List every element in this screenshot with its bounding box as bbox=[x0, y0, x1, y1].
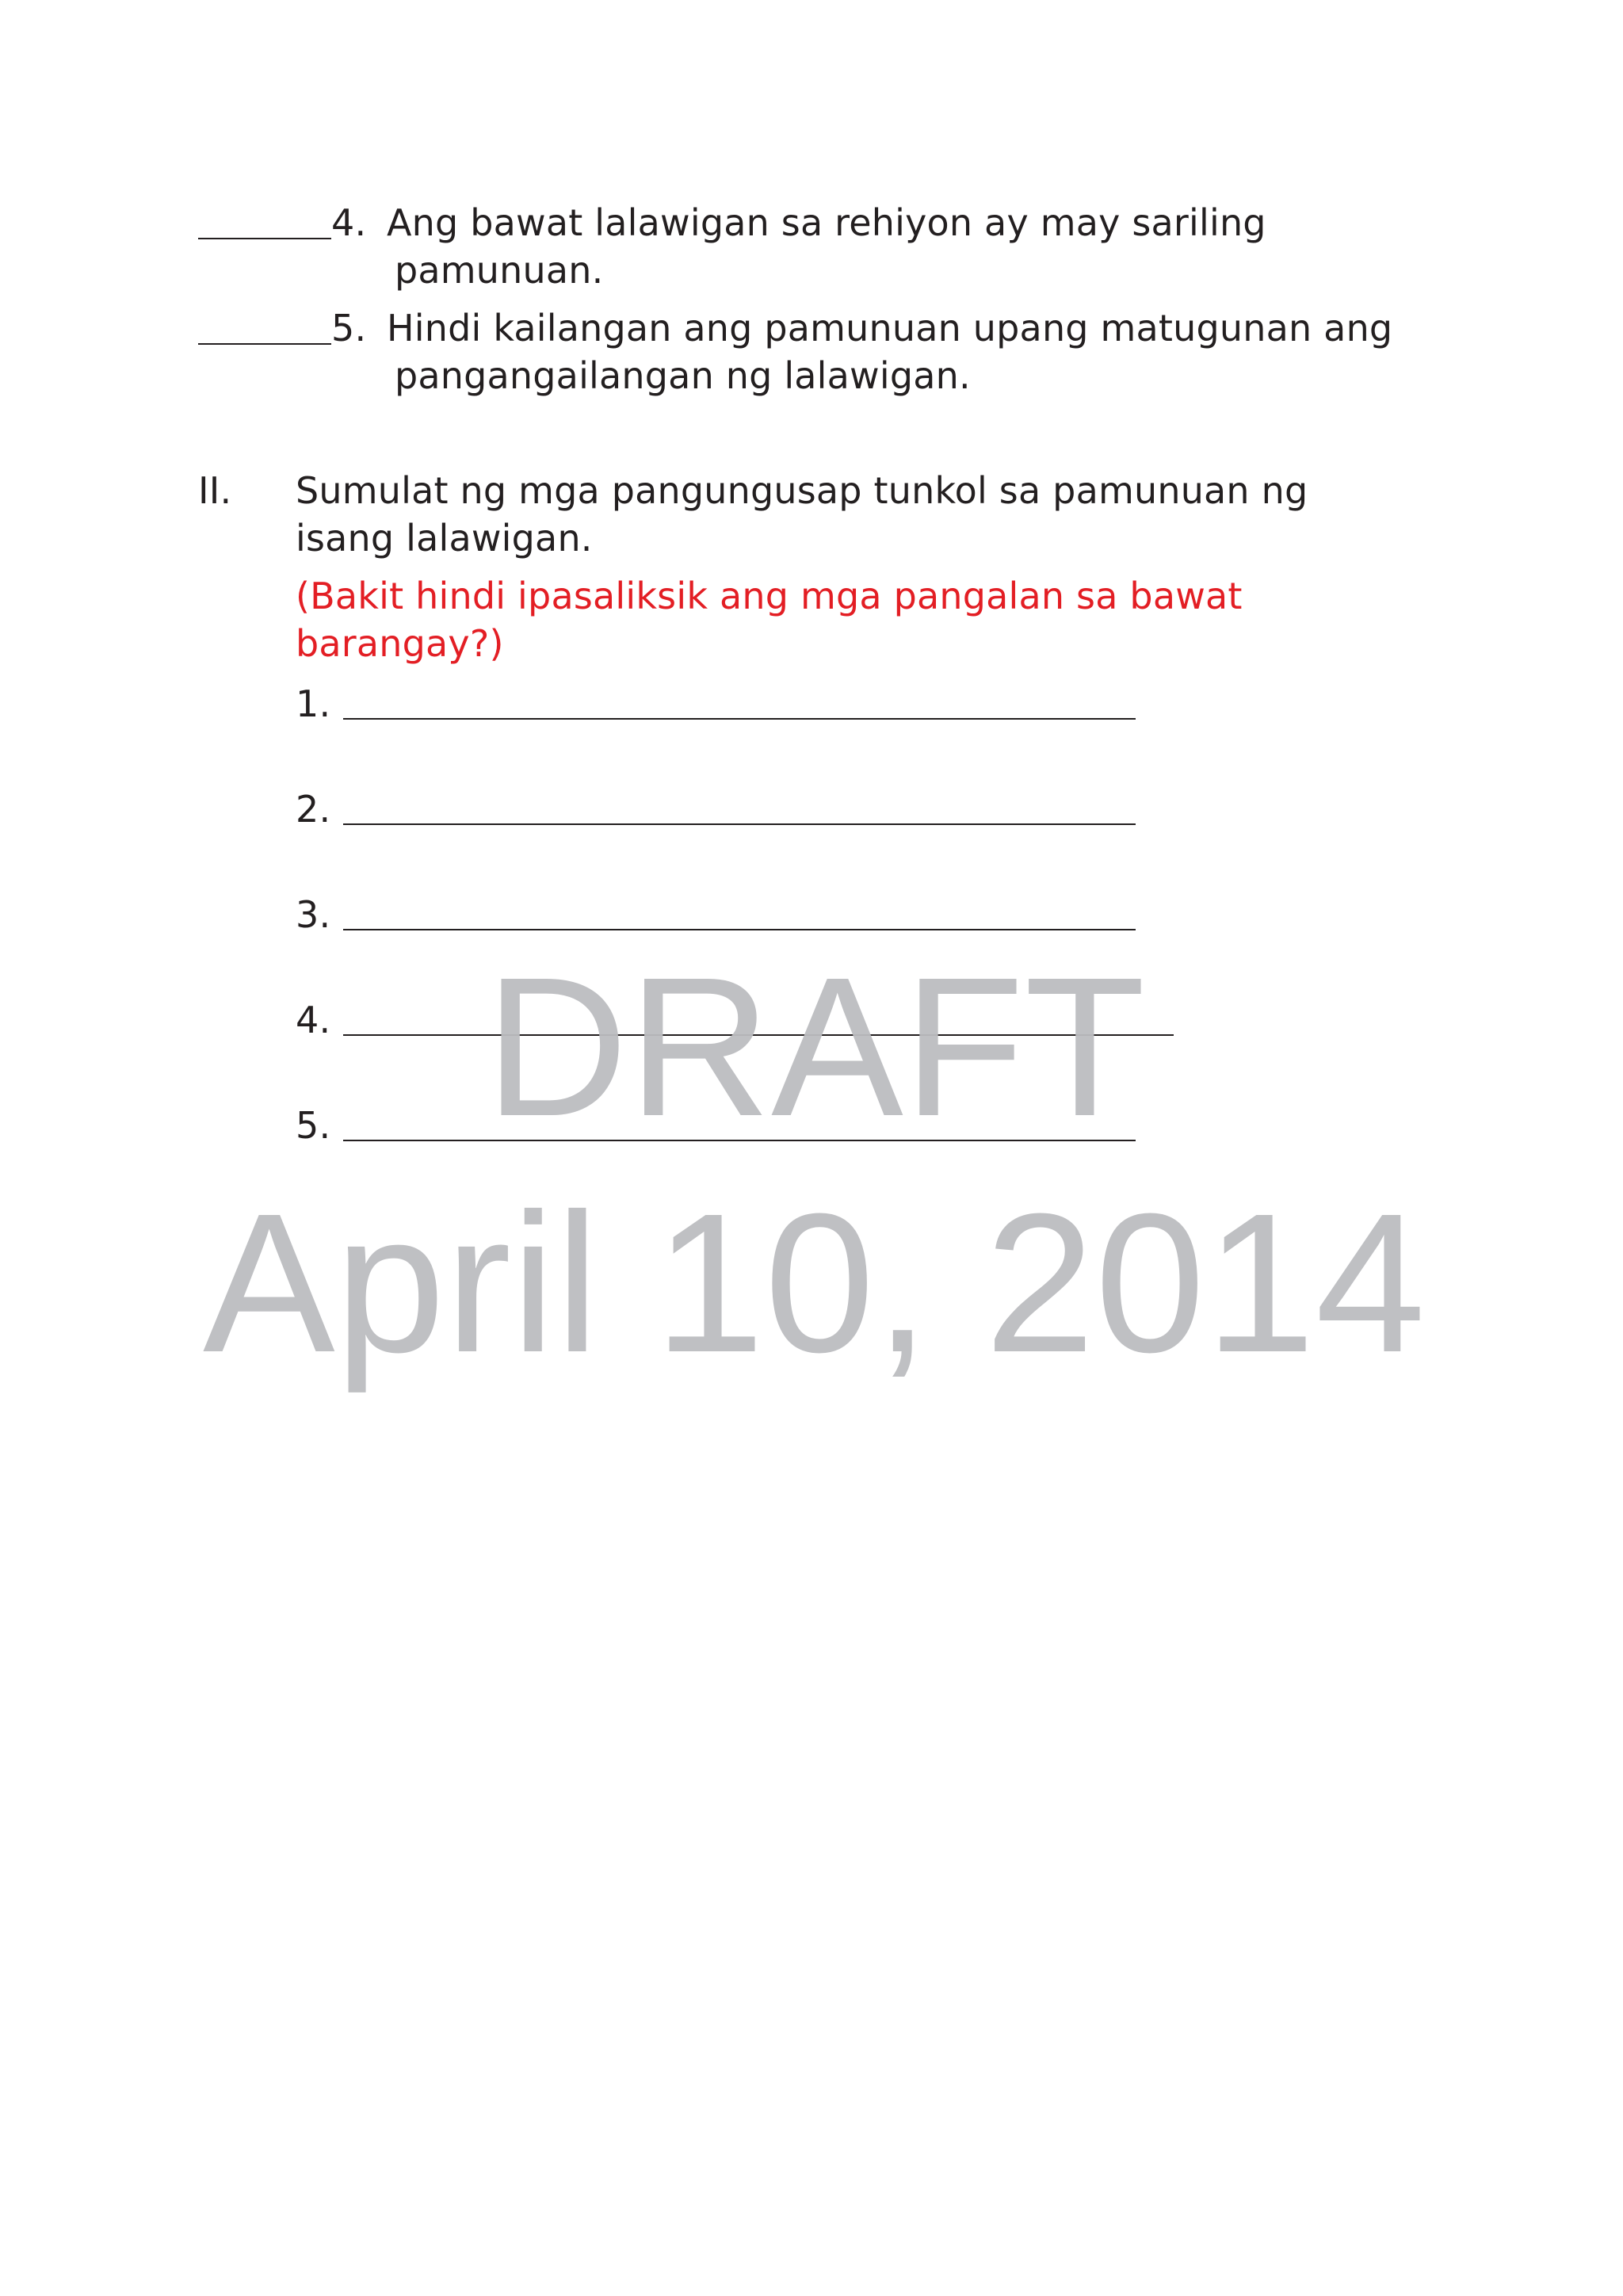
teacher-note-line2: barangay?) bbox=[296, 622, 504, 665]
answer-label-4: 4. bbox=[296, 999, 331, 1041]
section-numeral: II. bbox=[198, 469, 232, 512]
question-text-5-line1: Hindi kailangan ang pamunuan upang matugunan ang bbox=[387, 307, 1393, 350]
answer-blank-5[interactable] bbox=[198, 343, 331, 345]
question-number-4: 4. bbox=[331, 201, 367, 244]
question-number-5: 5. bbox=[331, 307, 367, 350]
section-instruction-line2: isang lalawigan. bbox=[296, 517, 593, 560]
answer-line-2[interactable] bbox=[343, 823, 1136, 825]
question-text-4-line2: pamunuan. bbox=[395, 249, 604, 292]
teacher-note-line1: (Bakit hindi ipasaliksik ang mga pangalan sa bawat bbox=[296, 575, 1243, 617]
draft-watermark: DRAFT bbox=[485, 936, 1146, 1157]
question-text-5-line2: pangangailangan ng lalawigan. bbox=[395, 354, 971, 397]
date-watermark: April 10, 2014 bbox=[203, 1172, 1426, 1393]
answer-blank-4[interactable] bbox=[198, 238, 331, 239]
section-instruction-line1: Sumulat ng mga pangungusap tunkol sa pamunuan ng bbox=[296, 469, 1308, 512]
question-text-4-line1: Ang bawat lalawigan sa rehiyon ay may sariling bbox=[387, 201, 1266, 244]
answer-label-5: 5. bbox=[296, 1104, 331, 1147]
answer-label-2: 2. bbox=[296, 788, 331, 831]
answer-line-3[interactable] bbox=[343, 929, 1136, 930]
answer-line-1[interactable] bbox=[343, 718, 1136, 720]
answer-label-1: 1. bbox=[296, 682, 331, 725]
answer-label-3: 3. bbox=[296, 893, 331, 936]
